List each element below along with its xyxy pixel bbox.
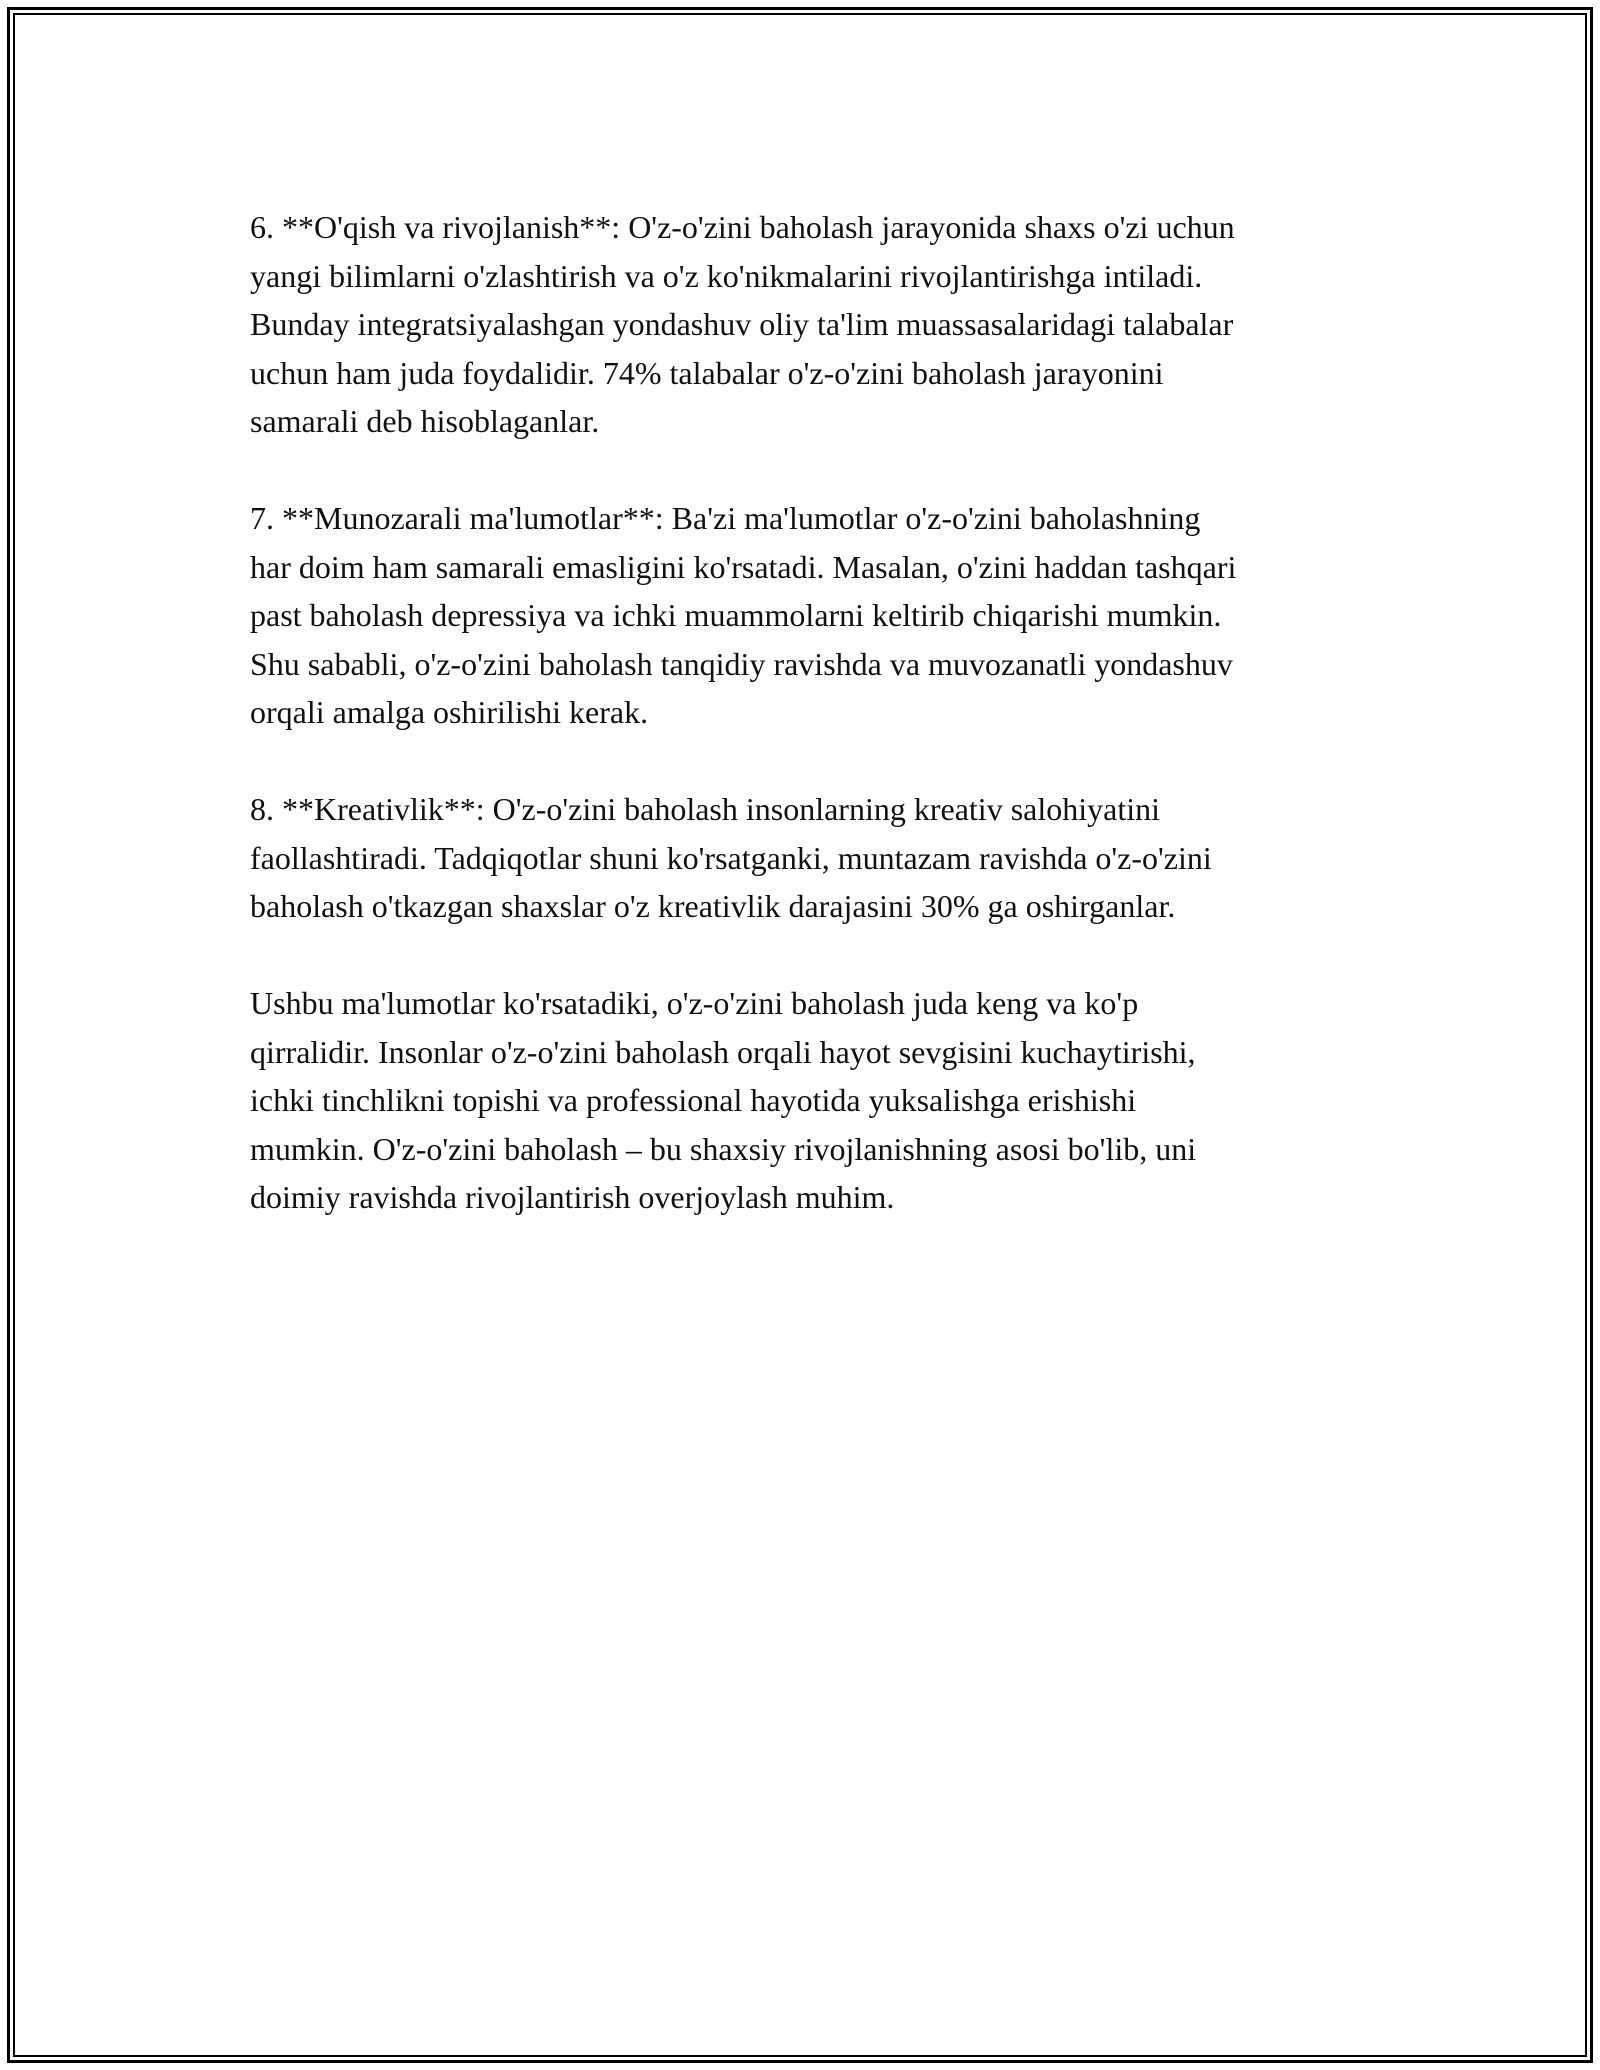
paragraph-conclusion: Ushbu ma'lumotlar ko'rsatadiki, o'z-o'zini baholash juda keng va ko'p qirralidir. Insonlar o'z-o'zini baholash orqali hayot sevgisini kuchaytirishi, ichki tinchlikni topishi va professional hayotida yuksalishga erishishi mumkin. O'z-o'zini baholash – bu shaxsiy rivojlanishning asosi bo'lib, uni doimiy ravishda rivojlantirish overjoylash muhim. [250, 985, 1197, 1215]
document-body [250, 203, 1400, 1270]
paragraph-creativity: 8. **Kreativlik**: O'z-o'zini baholash insonlarning kreativ salohiyatini faollashtiradi. Tadqiqotlar shuni ko'rsatganki, muntazam ravishda o'z-o'zini baholash o'tkazgan shaxslar o'z kreativlik darajasini 30% ga oshirganlar. [250, 791, 1212, 924]
page-border [7, 7, 1593, 2063]
paragraph-reading-development: 6. **O'qish va rivojlanish**: O'z-o'zini baholash jarayonida shaxs o'zi uchun yangi bilimlarni o'zlashtirish va o'z ko'nikmalarini rivojlantirishga intiladi. Bunday integratsiyalashgan yondashuv oliy ta'lim muassasalaridagi talabalar uchun ham juda foydalidir. 74% talabalar o'z-o'zini baholash jarayonini samarali deb hisoblaganlar. [250, 209, 1235, 439]
page-border-inner [13, 13, 1587, 2057]
paragraph-controversial-data: 7. **Munozarali ma'lumotlar**: Ba'zi ma'lumotlar o'z-o'zini baholashning har doim ham samarali emasligini ko'rsatadi. Masalan, o'zini haddan tashqari past baholash depressiya va ichki muammolarni keltirib chiqarishi mumkin. Shu sababli, o'z-o'zini baholash tanqidiy ravishda va muvozanatli yondashuv orqali amalga oshirilishi kerak. [250, 500, 1237, 730]
